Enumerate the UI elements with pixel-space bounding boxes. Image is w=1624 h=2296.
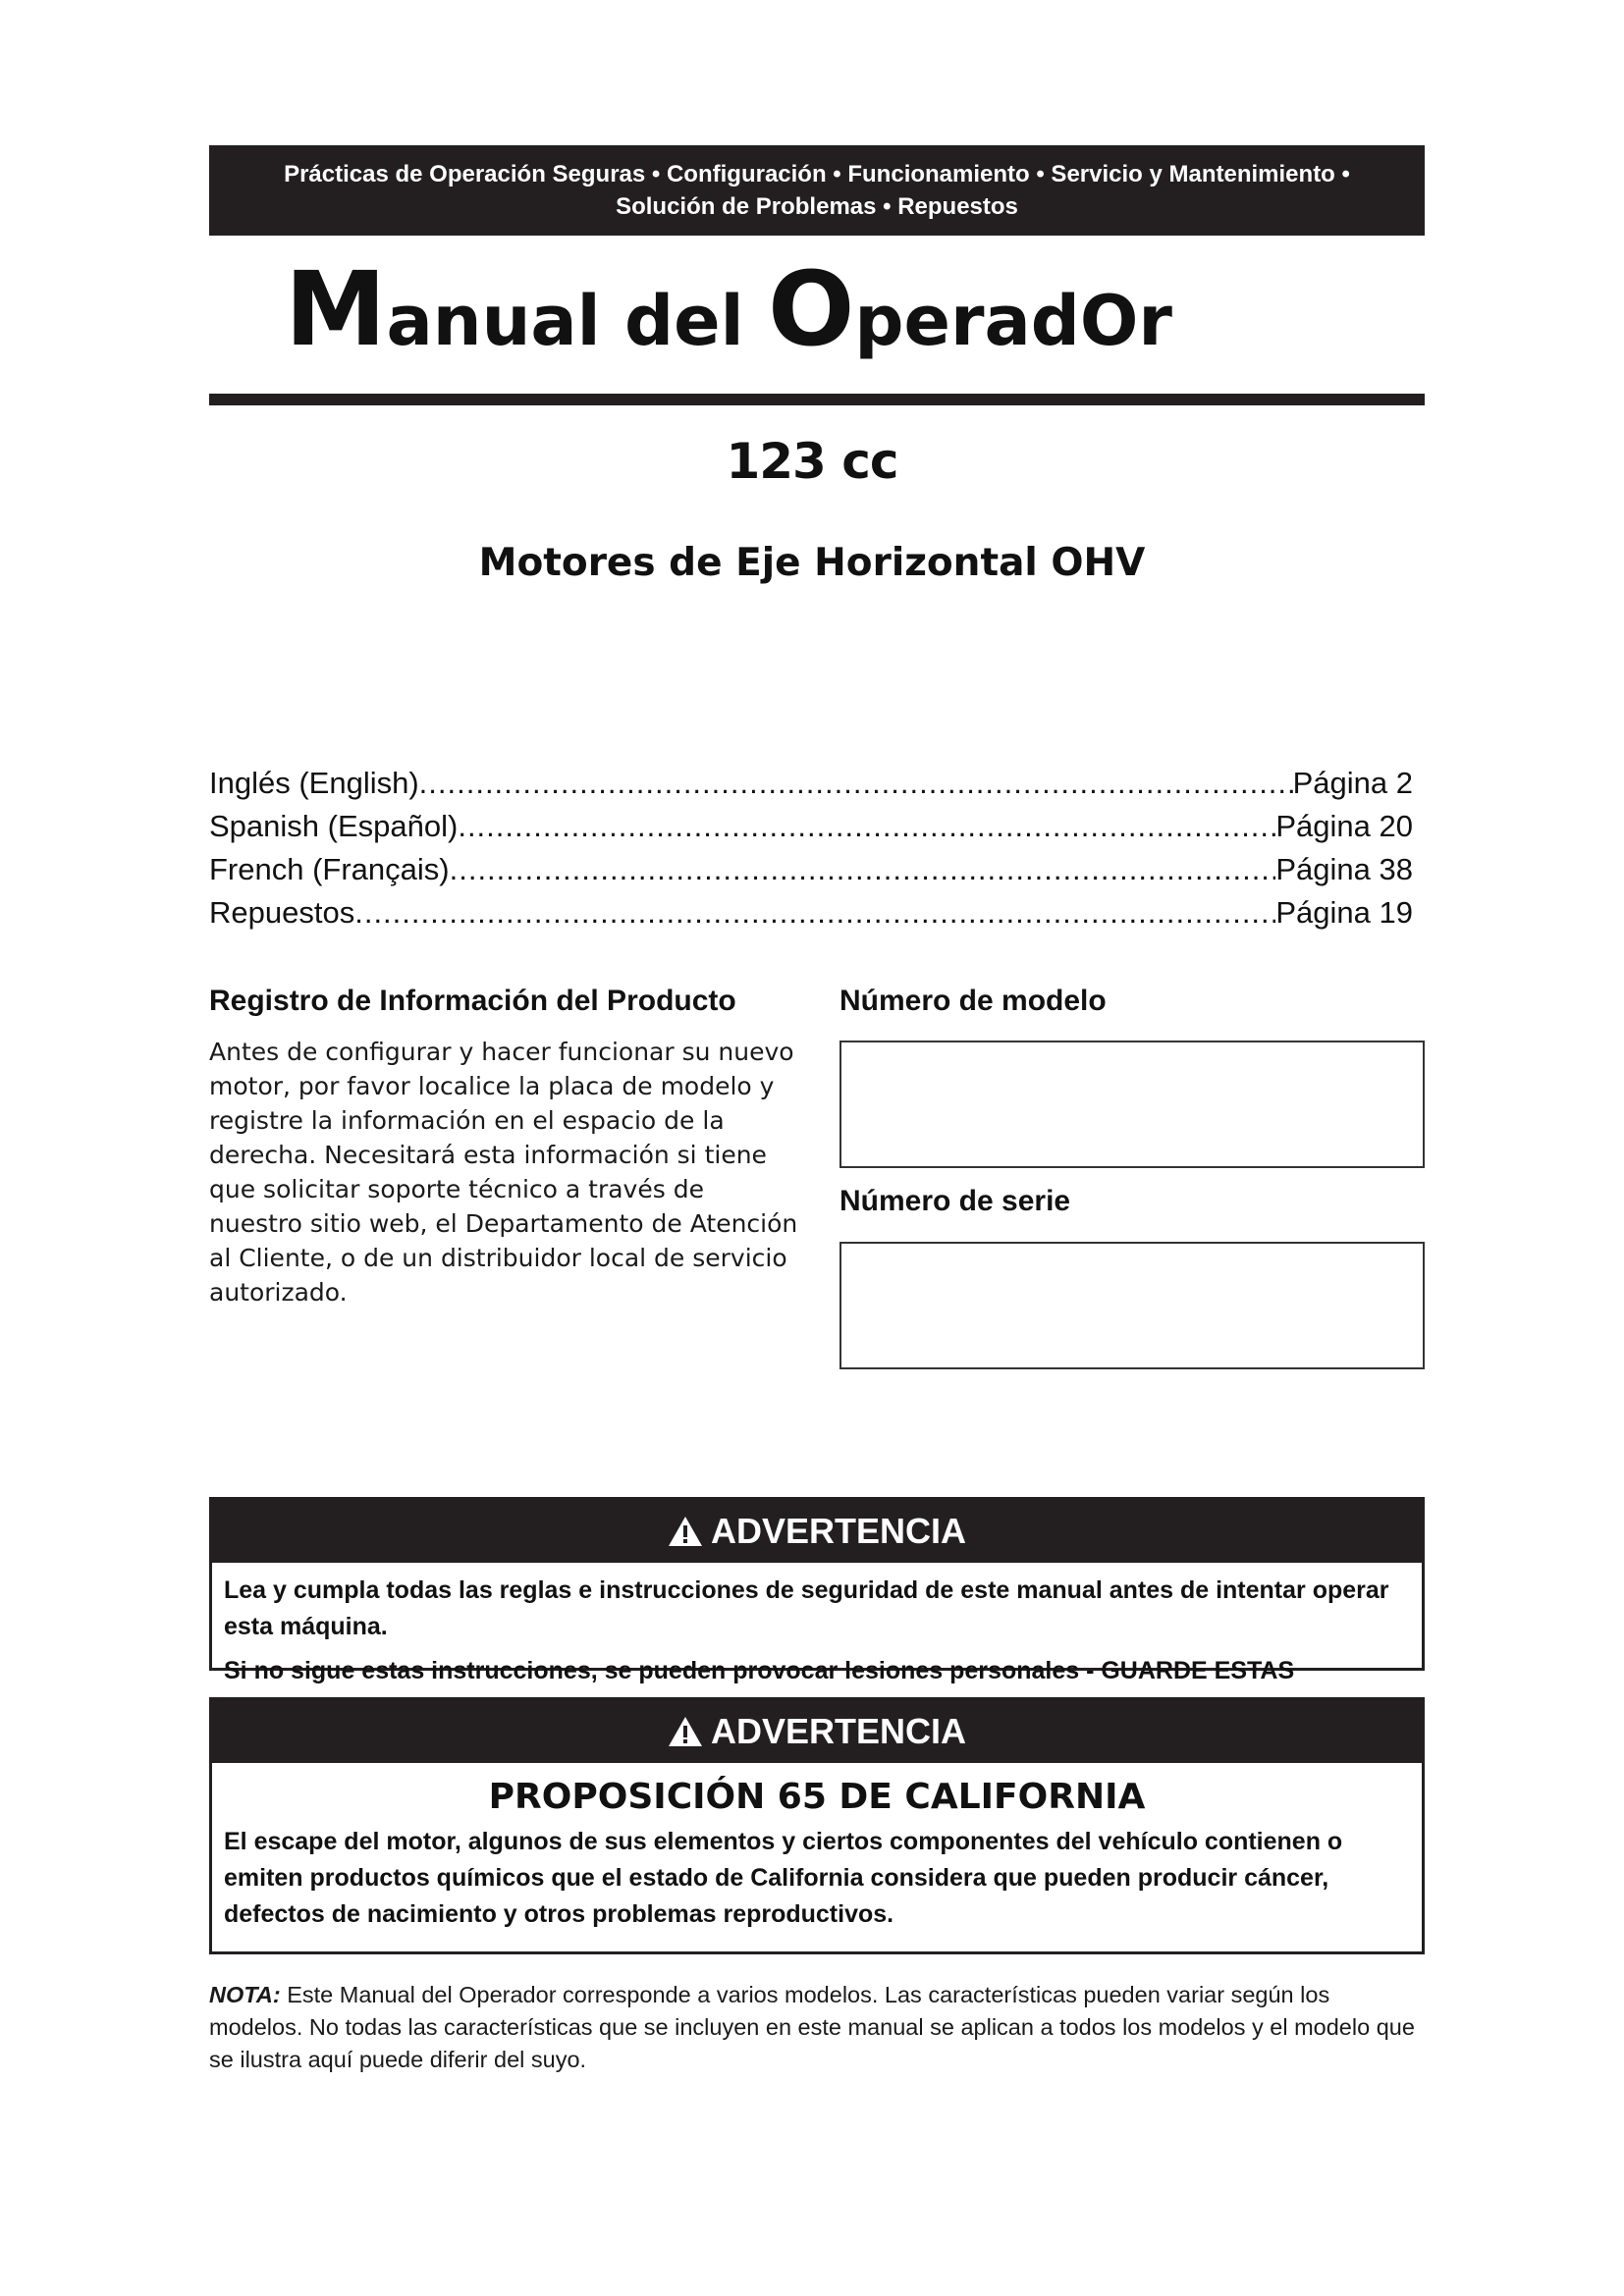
serial-number-label: Número de serie bbox=[839, 1185, 1071, 1217]
title-part-1: anual del bbox=[386, 281, 768, 361]
prop65-body: El escape del motor, algunos de sus elementos y ciertos componentes del vehículo contienen o emiten productos químicos que el estado de California considera que pueden producir cáncer, defectos de nacimiento y otros problemas reproductivos. bbox=[224, 1828, 1343, 1928]
index-label: Inglés (English) bbox=[209, 766, 419, 800]
engine-type-subtitle: Motores de Eje Horizontal OHV bbox=[478, 541, 1146, 585]
title-underline-rule bbox=[209, 394, 1425, 405]
title-part-2: peradOr bbox=[854, 281, 1172, 361]
prop65-warning-box bbox=[209, 1697, 1425, 1954]
warning-title: ADVERTENCIA bbox=[710, 1511, 966, 1551]
index-label: French (Français) bbox=[209, 852, 450, 886]
index-label: Repuestos bbox=[209, 895, 355, 930]
note-label: NOTA: bbox=[209, 1982, 281, 2007]
warning-line-2: Si no sigue estas instrucciones, se pueden provocar lesiones personales - GUARDE ESTAS bbox=[224, 1657, 1295, 1684]
section-banner-line-1: Prácticas de Operación Seguras • Configuración • Funcionamiento • Servicio y Mantenimiento • bbox=[284, 161, 1350, 187]
warning-header bbox=[212, 1700, 1422, 1763]
index-page: Página 20 bbox=[1275, 809, 1413, 843]
model-number-label: Número de modelo bbox=[839, 985, 1107, 1017]
dot-leader bbox=[354, 891, 1275, 934]
section-banner-line-2: Solución de Problemas • Repuestos bbox=[616, 193, 1018, 220]
index-page: Página 2 bbox=[1292, 766, 1413, 800]
warning-header bbox=[212, 1500, 1422, 1563]
dot-leader bbox=[450, 848, 1276, 891]
index-page: Página 19 bbox=[1275, 895, 1413, 930]
index-row-spanish[interactable] bbox=[209, 805, 1413, 848]
warning-triangle-icon bbox=[668, 1716, 703, 1747]
warning-triangle-icon bbox=[668, 1516, 703, 1547]
model-number-field[interactable] bbox=[839, 1041, 1425, 1168]
index-page: Página 38 bbox=[1275, 852, 1413, 886]
warning-line-1: Lea y cumpla todas las reglas e instrucciones de seguridad de este manual antes de intentar operar esta máquina. bbox=[224, 1576, 1389, 1640]
index-label: Spanish (Español) bbox=[209, 809, 459, 843]
index-row-french[interactable] bbox=[209, 848, 1413, 891]
language-index bbox=[209, 762, 1413, 934]
title-initial-o: O bbox=[767, 249, 855, 369]
prop65-heading: PROPOSICIÓN 65 DE CALIFORNIA bbox=[488, 1777, 1146, 1817]
manual-title bbox=[285, 245, 1365, 373]
engine-displacement: 123 cc bbox=[726, 433, 898, 490]
safety-warning-box bbox=[209, 1497, 1425, 1684]
dot-leader bbox=[419, 762, 1293, 805]
serial-number-field[interactable] bbox=[839, 1242, 1425, 1369]
dot-leader bbox=[458, 805, 1275, 848]
index-row-english[interactable] bbox=[209, 762, 1413, 805]
registration-instructions: Antes de configurar y hacer funcionar su nuevo motor, por favor localice la placa de modelo y registre la información en el espacio de la derecha. Necesitará esta información si tiene que solicitar soporte técnico a través de nuestro sitio web, el Departamento de Atención al Cliente, o de un distribuidor local de servicio autorizado. bbox=[209, 1038, 798, 1307]
section-banner bbox=[209, 145, 1425, 236]
title-initial-m: M bbox=[285, 249, 387, 369]
registration-heading: Registro de Información del Producto bbox=[209, 985, 736, 1017]
models-note bbox=[209, 1979, 1427, 2076]
warning-title: ADVERTENCIA bbox=[710, 1711, 966, 1751]
note-text: Este Manual del Operador corresponde a varios modelos. Las características pueden variar según los modelos. No todas las características que se incluyen en este manual se aplican a todos los modelos y el modelo que se ilustra aquí puede diferir del suyo. bbox=[209, 1982, 1415, 2072]
index-row-parts[interactable] bbox=[209, 891, 1413, 934]
